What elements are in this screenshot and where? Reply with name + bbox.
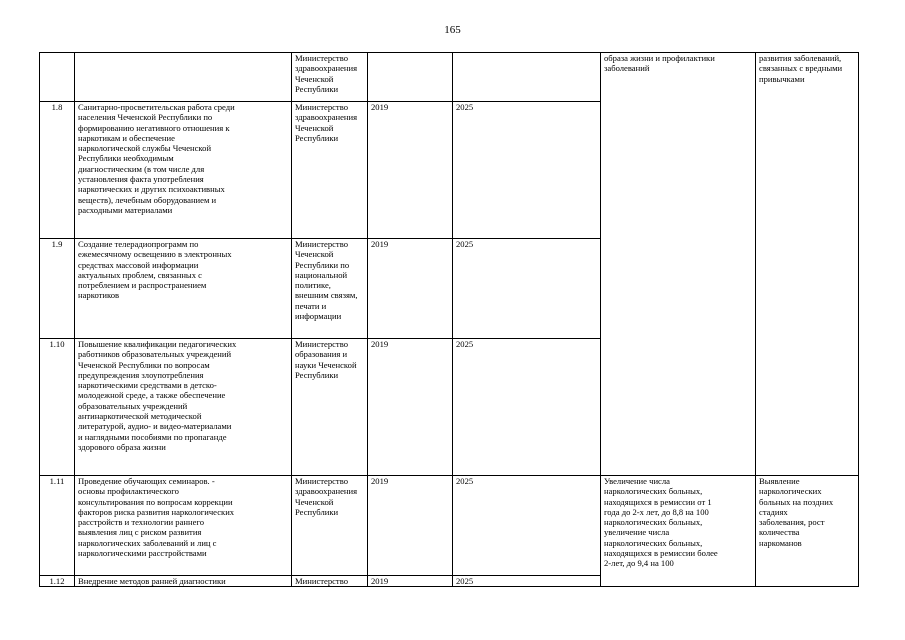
event-cell: Проведение обучающих семинаров. - основы профилактического консультирования по вопросам коррекции факторов риска развития наркологических расстройств и технологии раннего выявления лиц с риском развития наркологических заболеваний и лиц с наркологическими расстройствами: [75, 476, 292, 576]
expected-result-cell: образа жизни и профилактики заболеваний: [601, 53, 756, 476]
start-year-cell: 2019: [368, 476, 453, 576]
executor-cell: Министерство образования и науки Чеченской Республики: [292, 339, 368, 476]
start-year-cell: [368, 53, 453, 102]
executor-cell: Министерство здравоохранения Чеченской Республики: [292, 102, 368, 239]
start-year-cell: 2019: [368, 576, 453, 587]
table-row: [40, 476, 859, 576]
event-cell: Внедрение методов ранней диагностики: [75, 576, 292, 587]
row-number-cell: 1.11: [40, 476, 75, 576]
end-year-cell: [453, 53, 601, 102]
page-number: 165: [444, 24, 461, 36]
event-cell: Повышение квалификации педагогических работников образовательных учреждений Чеченской Республики по вопросам предупреждения злоупотребления наркотическими средствами в детско- молодежной среде, а также обеспечение образовательных учреждений антинаркотической методической литературой, аудио- и видео-материалами и наглядными пособиями по пропаганде здорового образа жизни: [75, 339, 292, 476]
executor-cell: Министерство: [292, 576, 368, 587]
end-year-cell: 2025: [453, 102, 601, 239]
start-year-cell: 2019: [368, 239, 453, 339]
measures-table: [39, 52, 859, 587]
executor-cell: Министерство здравоохранения Чеченской Республики: [292, 476, 368, 576]
consequence-cell: развития заболеваний, связанных с вредными привычками: [756, 53, 859, 476]
start-year-cell: 2019: [368, 339, 453, 476]
row-number-cell: [40, 53, 75, 102]
row-number-cell: 1.12: [40, 576, 75, 587]
end-year-cell: 2025: [453, 239, 601, 339]
end-year-cell: 2025: [453, 476, 601, 576]
event-cell: [75, 53, 292, 102]
row-number-cell: 1.8: [40, 102, 75, 239]
expected-result-cell: Увеличение числа наркологических больных, находящихся в ремиссии от 1 года до 2-х лет, до 8,8 на 100 наркологических больных, увеличение числа наркологических больных, находящихся в ремиссии более 2-лет, до 9,4 на 100: [601, 476, 756, 587]
end-year-cell: 2025: [453, 339, 601, 476]
event-cell: Создание телерадиопрограмм по ежемесячному освещению в электронных средствах массовой информации актуальных проблем, связанных с потреблением и распространением наркотиков: [75, 239, 292, 339]
end-year-cell: 2025: [453, 576, 601, 587]
row-number-cell: 1.10: [40, 339, 75, 476]
row-number-cell: 1.9: [40, 239, 75, 339]
start-year-cell: 2019: [368, 102, 453, 239]
event-cell: Санитарно-просветительская работа среди населения Чеченской Республики по формированию негативного отношения к наркотикам и обеспечение наркологической службы Чеченской Республики необходимым диагностическим (в том числе для установления факта употребления наркотических и других психоактивных веществ), лечебным оборудованием и расходными материалами: [75, 102, 292, 239]
table-row: [40, 53, 859, 102]
executor-cell: Министерство здравоохранения Чеченской Республики: [292, 53, 368, 102]
executor-cell: Министерство Чеченской Республики по национальной политике, внешним связям, печати и информации: [292, 239, 368, 339]
consequence-cell: Выявление наркологических больных на поздних стадиях заболевания, рост количества наркоманов: [756, 476, 859, 587]
